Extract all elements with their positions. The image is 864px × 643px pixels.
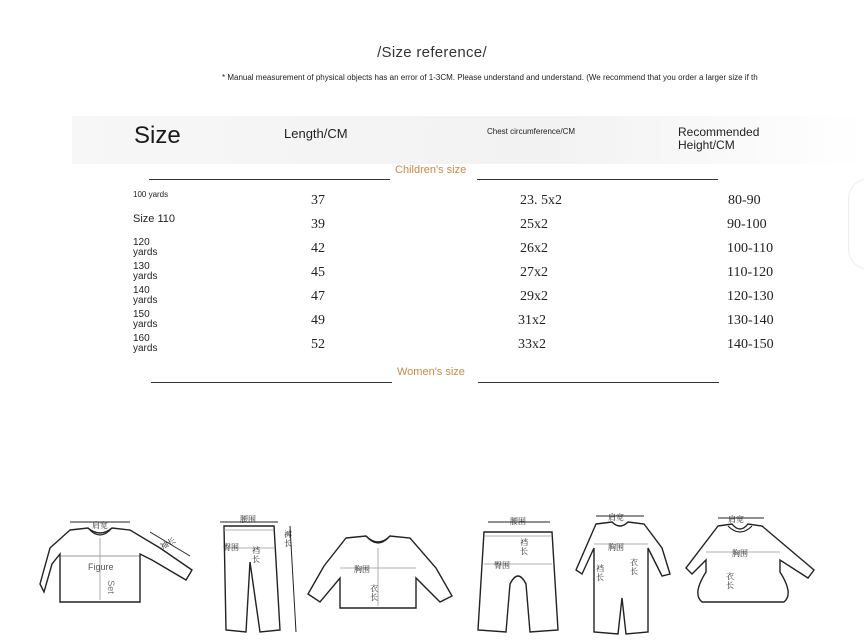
label-garment-length: 衣长 — [630, 558, 638, 576]
label-chest: 胸围 — [354, 565, 370, 574]
row-chest: 25x2 — [520, 217, 548, 232]
label-set: Set — [105, 580, 116, 594]
row-size: 120 yards — [133, 237, 158, 258]
label-hip: 臀围 — [223, 543, 239, 552]
label-crotch: 裆长 — [520, 538, 528, 556]
row-length: 45 — [311, 265, 325, 280]
divider-left — [151, 382, 392, 383]
sweater-diagram — [306, 508, 456, 623]
measurement-note: * Manual measurement of physical objects has an error of 1-3CM. Please understand and understand. (We recommend that you order a larger size if th — [222, 73, 758, 82]
label-crotch: 裆长 — [596, 564, 604, 582]
row-height: 90-100 — [727, 217, 767, 232]
label-figure: Figure — [88, 562, 114, 572]
row-length: 47 — [311, 289, 325, 304]
section-children: Children's size — [395, 164, 467, 176]
row-height: 110-120 — [727, 265, 774, 280]
romper-diagram — [576, 508, 676, 643]
row-length: 39 — [311, 217, 325, 232]
row-height: 80-90 — [728, 193, 761, 208]
row-height: 120-130 — [727, 289, 774, 304]
decorative-shape — [848, 178, 864, 270]
label-shoulder: 肩宽 — [92, 521, 108, 530]
row-length: 42 — [311, 241, 325, 256]
row-size: Size 110 — [133, 213, 175, 225]
row-height: 130-140 — [727, 313, 774, 328]
label-pants-length: 裤长 — [284, 530, 292, 548]
row-chest: 33x2 — [518, 337, 546, 352]
divider-left — [149, 179, 390, 180]
pants-diagram — [206, 508, 298, 643]
section-women: Women's size — [397, 366, 465, 378]
label-crotch: 裆长 — [252, 546, 260, 564]
header-length: Length/CM — [284, 126, 348, 141]
header-size: Size — [134, 122, 181, 149]
label-hip: 臀围 — [494, 561, 510, 570]
row-size: 100 yards — [133, 190, 169, 199]
row-height: 140-150 — [727, 337, 774, 352]
label-chest: 胸围 — [608, 543, 624, 552]
label-sleeve: 袖长 — [158, 535, 178, 552]
label-chest: 胸围 — [732, 549, 748, 558]
row-chest: 26x2 — [520, 241, 548, 256]
row-height: 100-110 — [727, 241, 774, 256]
header-chest: Chest circumference/CM — [487, 127, 576, 136]
label-garment-length: 衣长 — [726, 572, 734, 590]
label-waist: 腰围 — [240, 515, 256, 524]
row-chest: 31x2 — [518, 313, 546, 328]
label-garment-length: 衣长 — [370, 584, 378, 602]
tshirt-diagram — [40, 508, 200, 613]
dress-diagram — [684, 508, 820, 613]
row-length: 37 — [311, 193, 325, 208]
shorts-diagram — [468, 508, 568, 643]
divider-right — [478, 382, 719, 383]
row-size: 130 yards — [133, 261, 158, 282]
row-length: 49 — [311, 313, 325, 328]
page-title: /Size reference/ — [377, 44, 487, 61]
row-size: 160 yards — [133, 333, 158, 354]
label-waist: 腰围 — [510, 517, 526, 526]
label-shoulder: 肩宽 — [728, 515, 744, 524]
divider-right — [477, 179, 718, 180]
row-size: 140 yards — [133, 285, 158, 306]
row-chest: 23. 5x2 — [520, 193, 562, 208]
header-recommended-height: Recommended Height/CM — [678, 125, 760, 152]
row-length: 52 — [311, 337, 325, 352]
label-shoulder: 肩宽 — [608, 513, 624, 522]
row-chest: 27x2 — [520, 265, 548, 280]
row-chest: 29x2 — [520, 289, 548, 304]
row-size: 150 yards — [133, 309, 158, 330]
